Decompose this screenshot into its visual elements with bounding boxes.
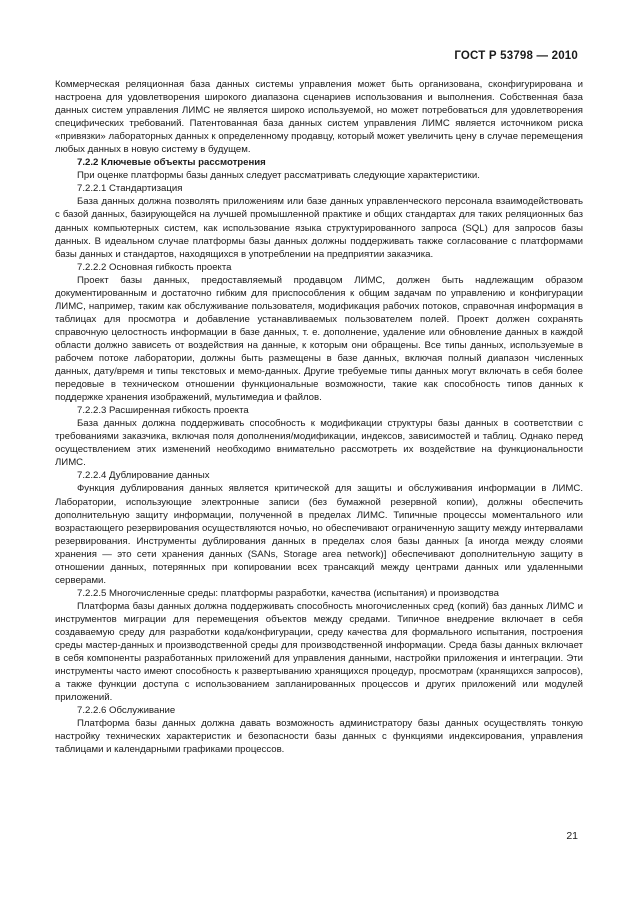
subsection-heading-7-2-2-1: 7.2.2.1 Стандартизация xyxy=(77,183,183,195)
standard-header: ГОСТ Р 53798 — 2010 xyxy=(454,50,578,62)
paragraph: База данных должна поддерживать способность к модификации структуры базы данных в соответствии с требованиями заказчика, включая поля дополнения/модификации, индексов, зависимостей и таблиц. Однако перед осуществлением этих изменений необходимо внимательно рассмотреть их воздействие на функциональности ЛИМС. xyxy=(55,418,583,469)
subsection-heading-7-2-2-2: 7.2.2.2 Основная гибкость проекта xyxy=(77,261,232,273)
subsection-heading-7-2-2-5: 7.2.2.5 Многочисленные среды: платформы разработки, качества (испытания) и производства xyxy=(77,587,499,599)
paragraph: Платформа базы данных должна поддерживать способность многочисленных сред (копий) баз данных ЛИМС и инструментов миграции для перемещения объектов между средами. Типичное внедрение включает в себя создаваемую среду для разработки кода/конфигурации, среду качества для формального испытания, построения среды мастер-данных и производственной среды для производственной информации. Среда базы данных включает в себя компоненты разработанных приложений для управления данными, настройки приложения и интеграции. Эти инструменты часто имеют способность к развертыванию хранящихся процедур, просмотрам (хранящихся запросов), а также функции доступа с использованием запланированных процессов и других приложений или модулей приложений. xyxy=(55,600,583,704)
subsection-heading-7-2-2-3: 7.2.2.3 Расширенная гибкость проекта xyxy=(77,405,249,417)
paragraph: Функция дублирования данных является критической для защиты и обслуживания информации в ЛИМС. Лаборатории, использующие электронные записи (без бумажной резервной копии), должны обеспечить дополнительную защиту информации, полученной в пределах ЛИМС. Типичные процессы моментального или возрастающего резервирования осуществляются ночью, но обеспечивают ограниченную защиту между интервалами резервирования. Инструменты дублирования данных в пределах слоя базы данных [а иногда между слоями хранения — это сети хранения данных (SANs, Storage area network)] обеспечивают дополнительную защиту в отношении данных, потерянных при копировании всех трансакций между центрами данных или удаленными серверами. xyxy=(55,483,583,586)
paragraph: Платформа базы данных должна давать возможность администратору базы данных осуществлять тонкую настройку технических характеристик и безопасности базы данных с функциями индексирования, управления таблицами и календарными графиками процессов. xyxy=(55,718,583,756)
subsection-heading-7-2-2-6: 7.2.2.6 Обслуживание xyxy=(77,705,176,717)
document-body xyxy=(55,78,583,756)
paragraph-intro: Коммерческая реляционная база данных системы управления может быть организована, сконфигурирована и настроена для удовлетворения широкого диапазона сценариев использования и выполнения. Собственная база данных систем управления ЛИМС не является широко используемой, но может потребоваться для удовлетворения специфических требований. Патентованная база данных систем управления ЛИМС является источником риска «привязки» лабораторных данных к определенному продавцу, который может увеличить цену в случае перемещения любых данных в новую систему в будущем. xyxy=(55,79,583,156)
section-heading-7-2-2: 7.2.2 Ключевые объекты рассмотрения xyxy=(77,157,266,169)
page-number: 21 xyxy=(566,830,578,842)
paragraph: Проект базы данных, предоставляемый продавцом ЛИМС, должен быть надлежащим образом документированным и достаточно гибким для приспособления к общим задачам по управлению и конфигурации ЛИМС, например, таким как обслуживание пользователя, модификация рабочих потоков, справочная информация в таблицах для просмотра и добавление устанавливаемых пользователем полей. Проект должен сохранять справочную целостность информации в базе данных, т. е. дополнение, удаление или обновление данных в каждой области должно зависеть от воздействия на данные, к которым они обращены. Все типы данных, используемые в рабочем потоке лаборатории, должны быть размещены в базе данных, включая полный диапазон численных данных, дату/время и типы текстовых и мемо-данных. Другие требуемые типы данных могут включать в себя более передовые в техническом отношении функциональные возможности, такие как способность типов данных к поддержке хранения изображений, мультимедиа и файлов. xyxy=(55,274,583,404)
subsection-heading-7-2-2-4: 7.2.2.4 Дублирование данных xyxy=(77,470,210,482)
paragraph: База данных должна позволять приложениям или базе данных управленческого персонала взаимодействовать с базой данных, базирующейся на лучшей промышленной практике и общих стандартах для таких реляционных баз данных компьютерных систем, как использование языка структурированного запроса (SQL) для запросов базы данных. В идеальном случае платформы базы данных должны поддерживать также согласование с платформами базы данных и стандартов, находящихся в употреблении на предприятии заказчика. xyxy=(55,196,583,260)
paragraph: При оценке платформы базы данных следует рассматривать следующие характеристики. xyxy=(77,170,480,182)
